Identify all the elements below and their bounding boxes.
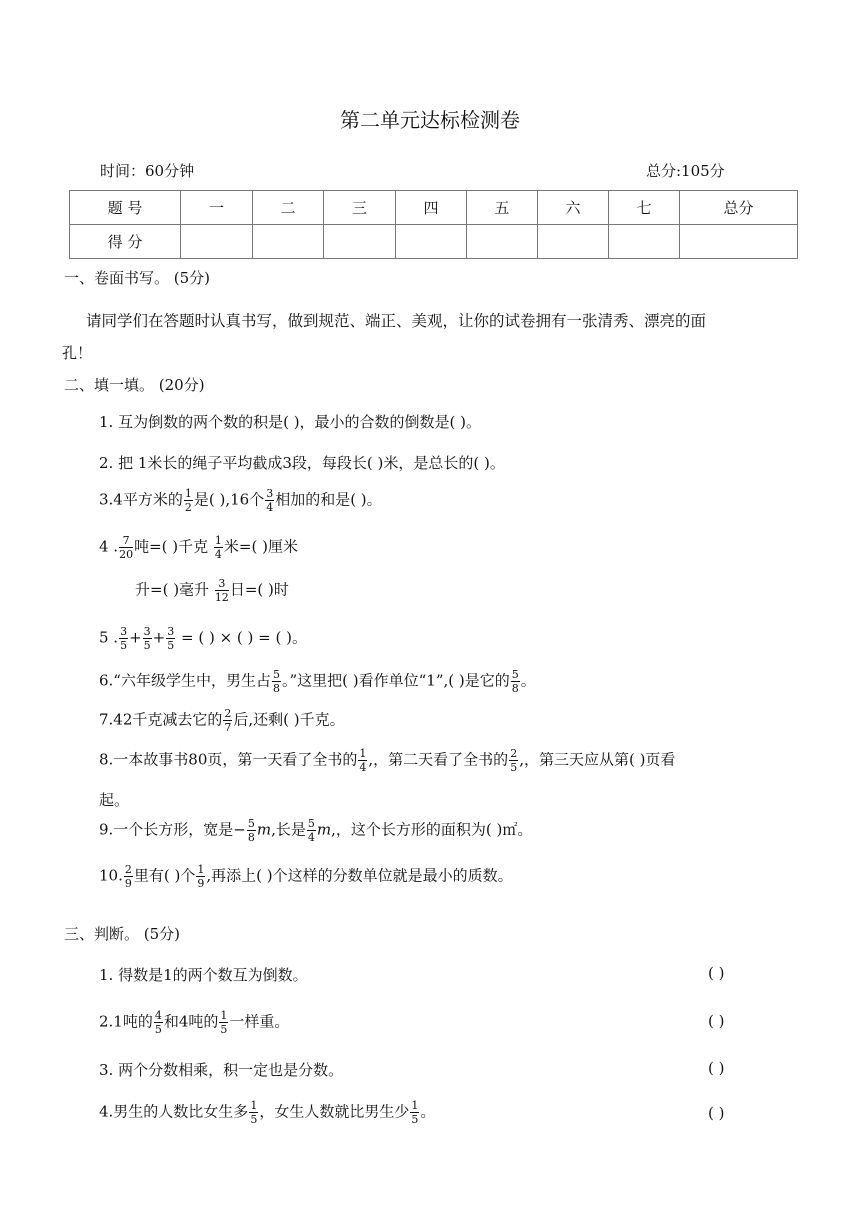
j4-text-b: ，女生人数就比男生少 xyxy=(259,1102,410,1121)
q7-text-a: 7.42千克减去它的 xyxy=(99,710,223,729)
q8-text-a: 8.一本故事书80页，第一天看了全书的 xyxy=(99,750,358,769)
q8-text-c: ,，第三天应从第( )页看 xyxy=(519,750,676,769)
answer-bracket[interactable]: ( ) xyxy=(708,1012,725,1030)
fraction: $\frac{1}{2}$ xyxy=(184,487,192,514)
row-label: 得 分 xyxy=(70,225,181,259)
question-2-9 xyxy=(99,818,532,843)
q4-text-e: 日=( )时 xyxy=(229,580,289,599)
fraction: $\frac{1}{4}$ xyxy=(214,534,222,561)
header-cell: 七 xyxy=(609,191,680,225)
j2-text-a: 2.1吨的 xyxy=(99,1012,153,1031)
j4-text-a: 4.男生的人数比女生多 xyxy=(99,1102,249,1121)
question-2-8-end: 起。 xyxy=(99,791,130,809)
fraction: $\frac{5}{8}$ xyxy=(272,668,280,695)
plus-sign: + xyxy=(129,628,142,647)
header-cell: 四 xyxy=(396,191,467,225)
q5-text-a: 5 . xyxy=(99,628,119,647)
j2-text-c: 一样重。 xyxy=(229,1012,290,1031)
judge-3: 3. 两个分数相乘，积一定也是分数。 xyxy=(99,1061,344,1079)
score-cell[interactable] xyxy=(181,225,253,259)
q4-text-a: 4 . xyxy=(99,537,119,556)
question-2-3 xyxy=(99,488,382,513)
section-1-text-end: 孔！ xyxy=(62,344,93,362)
score-table-header-row xyxy=(70,191,798,225)
score-cell[interactable] xyxy=(396,225,467,259)
q10-text-a: 10. xyxy=(99,866,123,885)
section-1-heading: 一、卷面书写。 (5分) xyxy=(64,269,211,287)
fraction: $\frac{7}{20}$ xyxy=(119,534,134,561)
fraction: $\frac{4}{5}$ xyxy=(154,1009,162,1036)
judge-1: 1. 得数是1的两个数互为倒数。 xyxy=(99,966,308,984)
score-table-score-row xyxy=(70,225,798,259)
score-cell[interactable] xyxy=(538,225,609,259)
score-cell[interactable] xyxy=(324,225,396,259)
q6-text-c: 。 xyxy=(520,671,536,690)
q6-text-b: 。”这里把( )看作单位“1”,( )是它的 xyxy=(281,671,510,690)
fraction: $\frac{3}{5}$ xyxy=(143,625,151,652)
question-2-10 xyxy=(99,864,513,889)
q8-text-b: ,，第二天看了全书的 xyxy=(368,750,509,769)
fraction: $\frac{2}{7}$ xyxy=(224,707,232,734)
fraction: $\frac{2}{9}$ xyxy=(124,863,132,890)
section-3-heading: 三、判断。 (5分) xyxy=(64,925,181,943)
fraction: $\frac{5}{4}$ xyxy=(307,817,315,844)
q3-text-a: 3.4平方米的 xyxy=(99,490,183,509)
score-table xyxy=(69,190,798,259)
q4-text-d: 升=( )毫升 xyxy=(135,580,214,599)
header-cell: 题 号 xyxy=(70,191,181,225)
q5-text-b: = ( ) × ( ) = ( )。 xyxy=(176,628,307,647)
header-cell: 总分 xyxy=(680,191,798,225)
fraction: $\frac{5}{8}$ xyxy=(511,668,519,695)
question-2-8 xyxy=(99,748,675,773)
header-cell: 三 xyxy=(324,191,396,225)
unit-m: m xyxy=(316,820,332,839)
page-title: 第二单元达标检测卷 xyxy=(340,108,520,132)
fraction: $\frac{1}{4}$ xyxy=(359,747,367,774)
header-cell: 一 xyxy=(181,191,253,225)
exam-time: 时间：60分钟 xyxy=(100,162,195,180)
question-2-6 xyxy=(99,669,536,694)
q7-text-b: 后,还剩( )千克。 xyxy=(233,710,345,729)
fraction: $\frac{1}{5}$ xyxy=(220,1009,228,1036)
j2-text-b: 和4吨的 xyxy=(163,1012,219,1031)
question-2-2: 2. 把 1米长的绳子平均截成3段，每段长( )米，是总长的( )。 xyxy=(99,454,505,472)
question-2-4-line2 xyxy=(135,578,289,603)
fraction: $\frac{3}{5}$ xyxy=(120,625,128,652)
fraction: $\frac{1}{5}$ xyxy=(411,1099,419,1126)
q10-text-b: 里有( )个 xyxy=(133,866,196,885)
q9-text-c: ,，这个长方形的面积为( )㎡。 xyxy=(331,820,533,839)
q10-text-c: ,再添上( )个这样的分数单位就是最小的质数。 xyxy=(206,866,513,885)
q3-text-c: 相加的和是( )。 xyxy=(275,490,382,509)
q4-text-b: 吨=( )千克 xyxy=(134,537,213,556)
question-2-1: 1. 互为倒数的两个数的积是( )，最小的合数的倒数是( )。 xyxy=(99,413,482,431)
header-cell: 六 xyxy=(538,191,609,225)
question-2-5 xyxy=(99,626,307,651)
fraction: $\frac{1}{9}$ xyxy=(197,863,205,890)
header-cell: 二 xyxy=(253,191,324,225)
section-2-heading: 二、填一填。 (20分) xyxy=(64,376,205,394)
q3-text-b: 是( ),16个 xyxy=(193,490,265,509)
q9-text-a: 9.一个长方形，宽是− xyxy=(99,820,246,839)
plus-sign: + xyxy=(152,628,166,647)
j4-text-c: 。 xyxy=(420,1102,436,1121)
answer-bracket[interactable]: ( ) xyxy=(708,964,725,982)
question-2-4-line1 xyxy=(99,535,298,560)
fraction: $\frac{3}{5}$ xyxy=(167,625,175,652)
fraction: $\frac{1}{5}$ xyxy=(250,1099,258,1126)
score-cell[interactable] xyxy=(467,225,538,259)
score-cell[interactable] xyxy=(253,225,324,259)
judge-4 xyxy=(99,1100,435,1125)
answer-bracket[interactable]: ( ) xyxy=(708,1059,725,1077)
q4-text-c: 米=( )厘米 xyxy=(223,537,298,556)
judge-2 xyxy=(99,1010,289,1035)
fraction: $\frac{3}{4}$ xyxy=(266,487,274,514)
fraction: $\frac{2}{5}$ xyxy=(510,747,518,774)
fraction: $\frac{5}{8}$ xyxy=(247,817,255,844)
q6-text-a: 6.“六年级学生中，男生占 xyxy=(99,671,271,690)
unit-m: m xyxy=(256,820,272,839)
section-1-text: 请同学们在答题时认真书写，做到规范、端正、美观，让你的试卷拥有一张清秀、漂亮的面 xyxy=(86,312,707,330)
score-cell[interactable] xyxy=(609,225,680,259)
exam-total-score: 总分:105分 xyxy=(646,162,725,180)
q9-text-b: ,长是 xyxy=(271,820,306,839)
question-2-7 xyxy=(99,708,345,733)
answer-bracket[interactable]: ( ) xyxy=(708,1104,725,1122)
header-cell: 五 xyxy=(467,191,538,225)
fraction: $\frac{3}{12}$ xyxy=(214,577,229,604)
score-cell[interactable] xyxy=(680,225,798,259)
